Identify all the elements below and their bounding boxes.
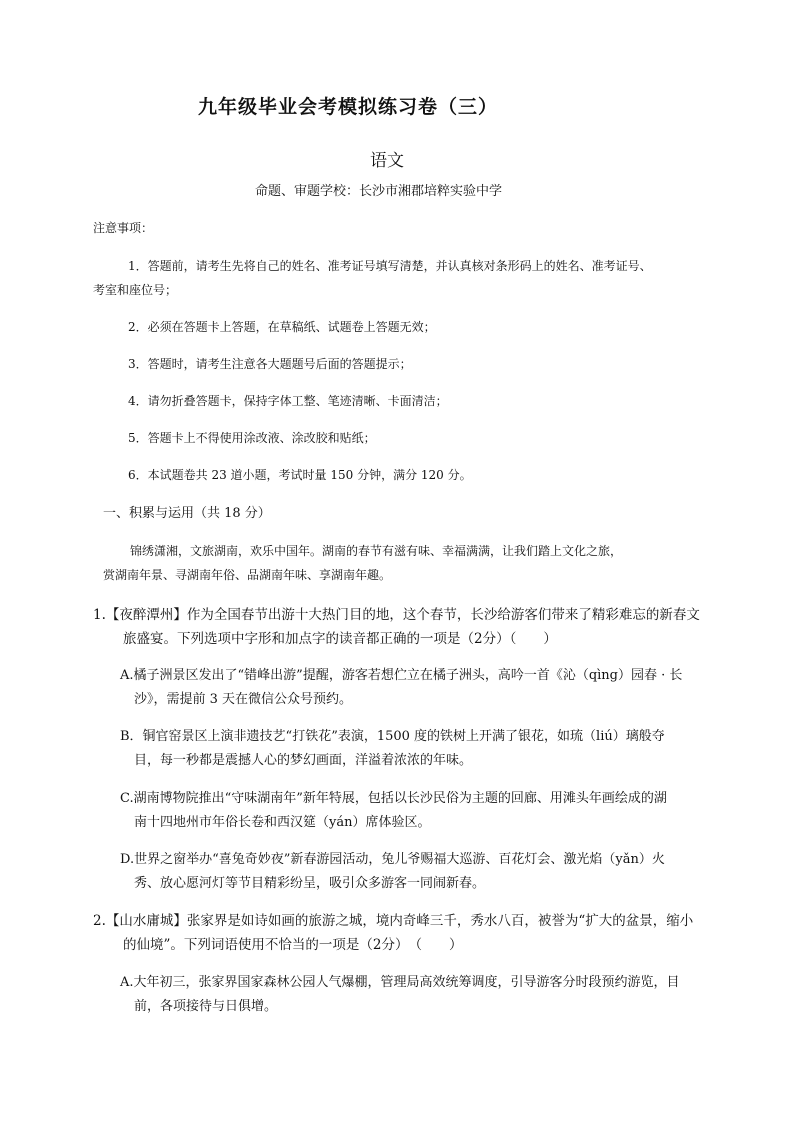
question-1-option-c: C.湖南博物院推出“守味湖南年”新年特展，包括以长沙民俗为主题的回廊、用滩头年画绘成的湖 [120, 791, 667, 806]
section-heading: 一、积累与运用（共 18 分） [103, 506, 271, 521]
question-2-stem: 的仙境”。下列词语使用不恰当的一项是（2分） （ ） [123, 937, 463, 953]
question-1-option-a: 沙》，需提前 3 天在微信公众号预约。 [134, 692, 353, 707]
note-item: 5．答题卡上不得使用涂改液、涂改胶和贴纸； [128, 431, 376, 445]
page-title: 九年级毕业会考模拟练习卷（三） [198, 96, 499, 118]
note-item-continuation: 考室和座位号； [93, 283, 178, 297]
question-1-option-d: 秀、放心愿河灯等节目精彩纷呈，吸引众多游客一同闹新春。 [134, 876, 486, 891]
question-2-option-a: A.大年初三，张家界国家森林公园人气爆棚，管理局高效统筹调度，引导游客分时段预约游览，目 [120, 975, 680, 990]
section-intro-line: 锦绣潇湘，文旅湖南，欢乐中国年。湖南的春节有滋有味、幸福满满，让我们踏上文化之旅， [130, 544, 623, 558]
question-1-stem: 旅盛宴。下列选项中字形和加点字的读音都正确的一项是（2分）（ ） [123, 631, 557, 647]
question-1-option-c: 南十四地州市年俗长卷和西汉筵（yán）席体验区。 [134, 815, 431, 830]
note-item: 1．答题前，请考生先将自己的姓名、准考证号填写清楚，并认真核对条形码上的姓名、准考证号、 [128, 259, 652, 273]
question-1-option-b: 目，每一秒都是震撼人心的梦幻画面，洋溢着浓浓的年味。 [134, 753, 473, 768]
notes-heading: 注意事项： [93, 221, 154, 235]
section-intro-line: 赏湖南年景、寻湖南年俗、品湖南年味、享湖南年趣。 [103, 568, 392, 582]
question-1-option-a: A.橘子洲景区发出了“错峰出游”提醒，游客若想伫立在橘子洲头，高吟一首《沁（qìng）园春 · 长 [120, 668, 683, 683]
subject-label: 语文 [370, 151, 404, 171]
note-item: 4．请勿折叠答题卡，保持字体工整、笔迹清晰、卡面清洁； [128, 394, 448, 408]
note-item: 6．本试题卷共 23 道小题，考试时量 150 分钟，满分 120 分。 [128, 468, 472, 482]
note-item: 2．必须在答题卡上答题，在草稿纸、试题卷上答题无效； [128, 320, 436, 334]
question-1-option-d: D.世界之窗举办“喜兔奇妙夜”新春游园活动，兔儿爷赐福大巡游、百花灯会、激光焰（yǎn）火 [120, 852, 665, 867]
question-2-option-a: 前，各项接待与日俱增。 [134, 999, 278, 1014]
question-1-stem: 1.【夜醉潭州】作为全国春节出游十大热门目的地，这个春节，长沙给游客们带来了精彩难忘的新春文 [93, 607, 700, 623]
question-2-stem: 2.【山水庸城】张家界是如诗如画的旅游之城，境内奇峰三千，秀水八百，被誉为“扩大的盆景，缩小 [93, 913, 694, 929]
school-label: 命题、审题学校：长沙市湘郡培粹实验中学 [255, 184, 503, 199]
note-item: 3．答题时，请考生注意各大题题号后面的答题提示； [128, 357, 412, 371]
question-1-option-b: B．铜官窑景区上演非遗技艺“打铁花”表演，1500 度的铁树上开满了银花，如琉（liú）璃般夺 [120, 729, 665, 744]
